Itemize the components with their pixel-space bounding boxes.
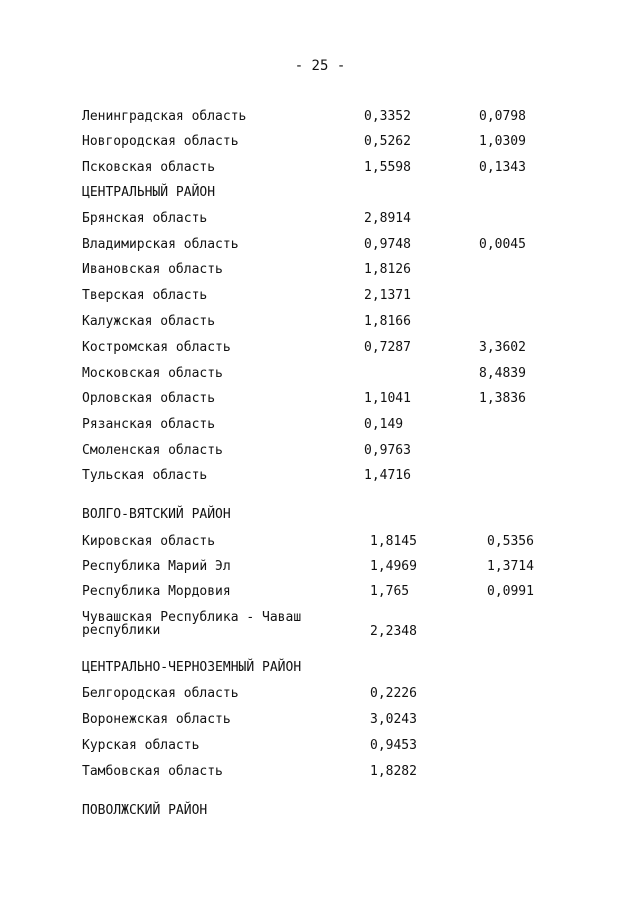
value-1: 1,8282: [370, 764, 417, 779]
region-name: Ленинградская область: [82, 109, 247, 124]
value-1: 0,7287: [364, 340, 411, 355]
value-1: 2,1371: [364, 288, 411, 303]
region-name: Тамбовская область: [82, 764, 223, 779]
region-name: Рязанская область: [82, 417, 216, 432]
section-heading: ПОВОЛЖСКИЙ РАЙОН: [82, 803, 208, 818]
region-name: Тульская область: [82, 468, 208, 483]
value-1: 3,0243: [370, 712, 417, 727]
value-2: 1,3836: [479, 391, 526, 406]
value-1: 1,8166: [364, 314, 411, 329]
section-heading: ЦЕНТРАЛЬНО-ЧЕРНОЗЕМНЫЙ РАЙОН: [82, 660, 302, 675]
region-name: Курская область: [82, 738, 200, 753]
region-name: Ивановская область: [82, 262, 223, 277]
value-1: 1,765: [370, 584, 410, 599]
value-2: 0,1343: [479, 160, 526, 175]
value-2: 3,3602: [479, 340, 526, 355]
region-name: Республика Марий Эл: [82, 559, 231, 574]
region-name: Белгородская область: [82, 686, 239, 701]
region-name: Владимирская область: [82, 237, 239, 252]
section-heading: ЦЕНТРАЛЬНЫЙ РАЙОН: [82, 185, 216, 200]
region-name: Орловская область: [82, 391, 216, 406]
region-name: Кировская область: [82, 534, 216, 549]
value-2: 1,0309: [479, 134, 526, 149]
region-name: Республика Мордовия: [82, 584, 231, 599]
value-1: 1,5598: [364, 160, 411, 175]
value-2: 0,0798: [479, 109, 526, 124]
value-1: 0,9748: [364, 237, 411, 252]
region-name: Костромская область: [82, 340, 231, 355]
value-1: 1,4969: [370, 559, 417, 574]
region-name: Воронежская область: [82, 712, 231, 727]
section-heading: ВОЛГО-ВЯТСКИЙ РАЙОН: [82, 507, 231, 522]
region-name: Смоленская область: [82, 443, 223, 458]
value-1: 0,2226: [370, 686, 417, 701]
value-1: 2,2348: [370, 624, 417, 639]
value-1: 0,9763: [364, 443, 411, 458]
value-1: 0,149: [364, 417, 404, 432]
value-1: 1,8145: [370, 534, 417, 549]
value-2: 0,0045: [479, 237, 526, 252]
value-2: 0,0991: [487, 584, 534, 599]
value-1: 1,1041: [364, 391, 411, 406]
page-number: - 25 -: [294, 58, 346, 74]
value-1: 2,8914: [364, 211, 411, 226]
region-name: Калужская область: [82, 314, 216, 329]
region-name: Чувашская Республика - Чаваш республики: [82, 610, 302, 638]
value-1: 0,9453: [370, 738, 417, 753]
value-2: 0,5356: [487, 534, 534, 549]
value-1: 1,4716: [364, 468, 411, 483]
region-name: Брянская область: [82, 211, 208, 226]
value-2: 1,3714: [487, 559, 534, 574]
value-1: 0,3352: [364, 109, 411, 124]
region-name: Тверская область: [82, 288, 208, 303]
value-2: 8,4839: [479, 366, 526, 381]
region-name: Московская область: [82, 366, 223, 381]
value-1: 0,5262: [364, 134, 411, 149]
region-name: Псковская область: [82, 160, 216, 175]
value-1: 1,8126: [364, 262, 411, 277]
region-name: Новгородская область: [82, 134, 239, 149]
